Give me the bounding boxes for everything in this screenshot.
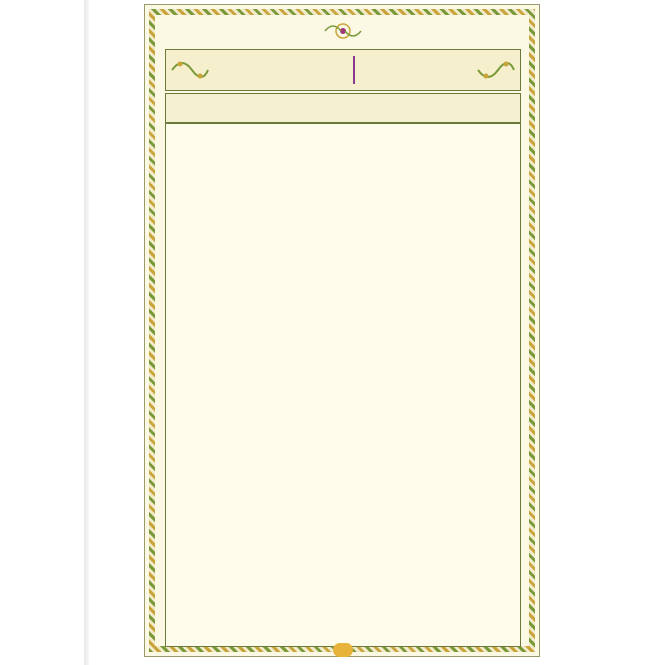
page-edge [84, 0, 89, 665]
lesson-banner [165, 49, 521, 91]
vine-ornament-icon [170, 54, 210, 86]
top-strip [165, 19, 521, 47]
alphabet-page [144, 4, 540, 657]
letters-grid [165, 123, 521, 647]
floral-ornament-icon [323, 19, 363, 43]
lesson-divider [353, 56, 355, 84]
page-number [333, 643, 353, 657]
vine-ornament-icon [476, 54, 516, 86]
bismillah [165, 93, 521, 123]
